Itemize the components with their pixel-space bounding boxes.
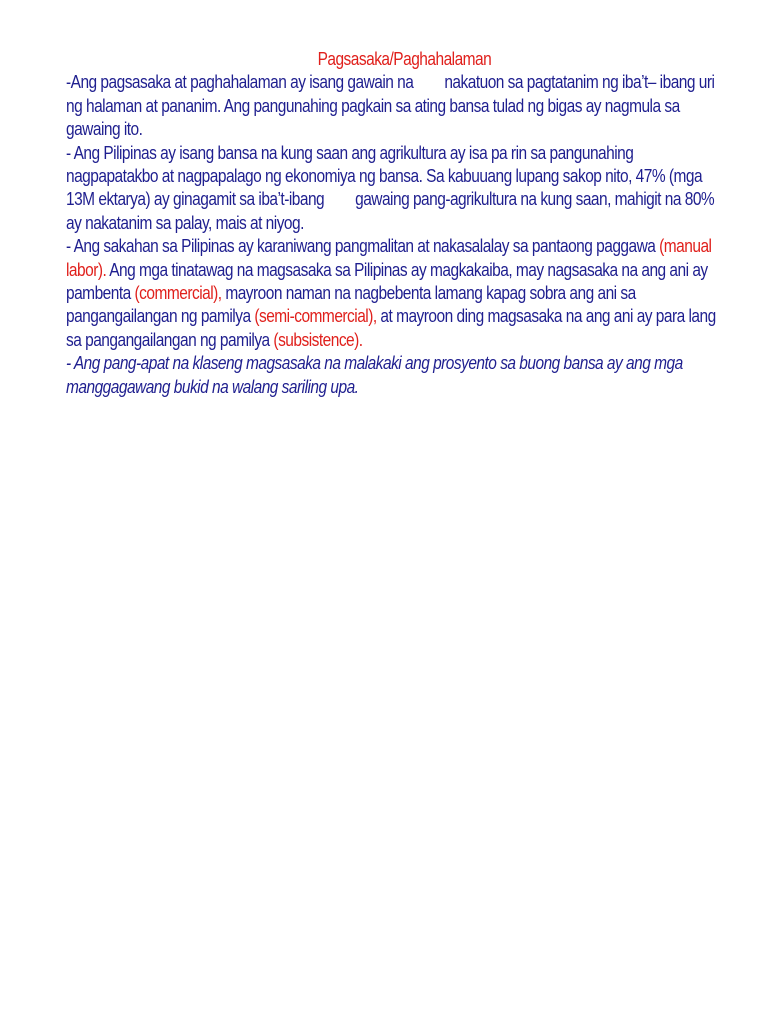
paragraph-3-text-2: Ang mga tinatawag na magsasaka sa Pilipinas ay magkakaiba, may nagsasaka na ang ani ay pambenta (66, 259, 708, 304)
paragraph-1 (66, 71, 726, 141)
paragraph-3 (66, 235, 726, 352)
paragraph-3-text-1: - Ang sakahan sa Pilipinas ay karaniwang pangmalitan at nakasalalay sa pantaong paggawa (66, 236, 660, 257)
paragraph-2-text-b: gawaing pang-agrikultura na kung saan, mahigit na 80% ay nakatanim sa palay, mais at niyog. (66, 189, 715, 233)
term-commercial: (commercial), (134, 283, 222, 304)
document-body (66, 48, 726, 399)
paragraph-4: - Ang pang-apat na klaseng magsasaka na malakaki ang prosyento sa buong bansa ay ang mga manggagawang bukid na walang sariling upa. (66, 353, 683, 397)
paragraph-2 (66, 142, 726, 236)
paragraph-3-text-4: at mayroon ding magsasaka na ang ani ay para lang sa pangangailangan ng pamilya (66, 306, 716, 350)
paragraph-1-text-a: -Ang pagsasaka at paghahalaman ay isang gawain na (66, 72, 414, 93)
term-manual-labor: (manual labor). (66, 236, 712, 280)
paragraph-2-text-a: - Ang Pilipinas ay isang bansa na kung saan ang agrikultura ay isa pa rin sa pangunahing nagpapatakbo at nagpapalago ng ekonomiya ng bansa. Sa kabuuang lupang sakop nito, 47% (mga 13M ektarya) ay ginagamit sa iba’t-ibang (66, 142, 703, 210)
paragraph-1-text-b: nakatuon sa pagtatanim ng iba’t– ibang uri ng halaman at pananim. Ang pangunahing pagkain sa ating bansa tulad ng bigas ay nagmula sa gawaing ito. (66, 72, 715, 140)
term-semi-commercial: (semi-commercial), (254, 306, 377, 327)
paragraph-3-text-3: mayroon naman na nagbebenta lamang kapag sobra ang ani sa pangangailangan ng pamilya (66, 283, 636, 327)
document-title: Pagsasaka/Paghahalaman (317, 49, 492, 69)
term-subsistence: (subsistence). (273, 329, 363, 350)
